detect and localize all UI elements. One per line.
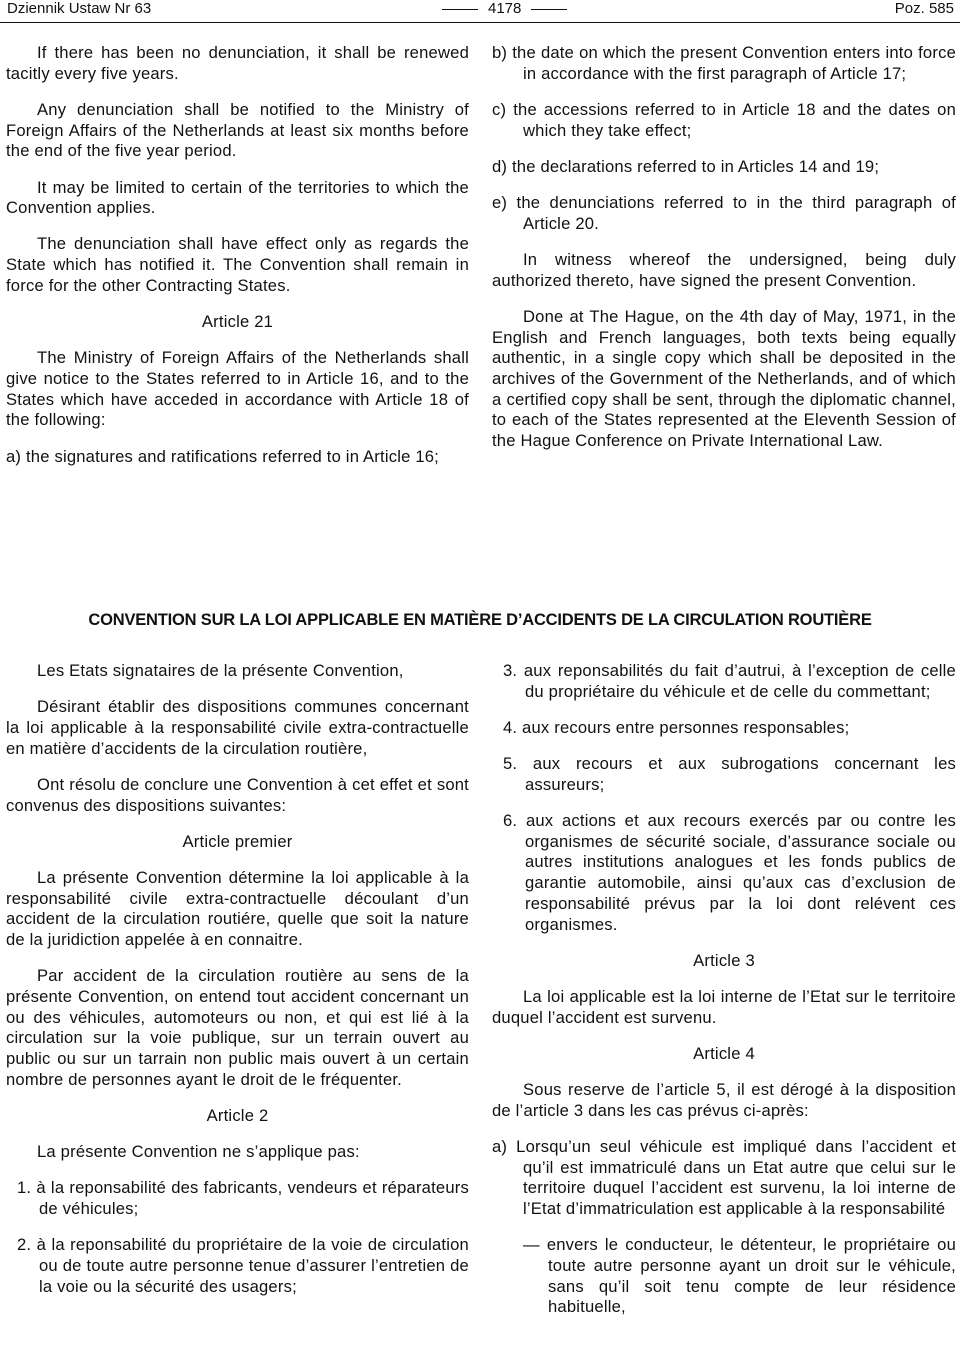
article-heading: Article 2 xyxy=(206,1105,269,1125)
article-heading: Article premier xyxy=(182,831,293,851)
english-left-column xyxy=(6,43,469,483)
paragraph: La présente Convention ne s’applique pas: xyxy=(37,1142,360,1162)
list-item: a) the signatures and ratifications referred to in Article 16; xyxy=(6,446,439,466)
paragraph: The Ministry of Foreign Affairs of the Netherlands shall give notice to the States referred to in Article 16, and to the States which have acceded in accordance with Article 18 of the following: xyxy=(6,348,469,430)
dash-item: — envers le conducteur, le détenteur, le propriétaire ou toute autre personne ayant un droit sur le véhicule, sans qu’il soit tenu compte de leur résidence habituelle, xyxy=(523,1235,956,1317)
list-item: 2. à la reponsabilité du propriétaire de la voie de circulation ou de toute autre personne tenue d’assurer l’entretien de la voie ou la sécurité des usagers; xyxy=(17,1235,469,1296)
list-item: 3. aux reponsabilités du fait d’autrui, à l’exception de celle du propriétaire du véhicule et de celle du commettant; xyxy=(503,661,956,701)
list-item: a) Lorsqu’un seul véhicule est impliqué dans l’accident et qu’il est immatriculé dans un Etat autre que celui sur le territoire duquel l’accident est survenu, la loi interne de l’Etat d’immatriculation est applicable à la responsabilité xyxy=(492,1136,956,1219)
french-right-column xyxy=(492,661,956,1334)
paragraph: If there has been no denunciation, it shall be renewed tacitly every five years. xyxy=(6,43,469,83)
list-item: b) the date on which the present Convention enters into force in accordance with the first paragraph of Article 17; xyxy=(492,43,956,83)
paragraph: Ont résolu de conclure une Convention à cet effet et sont convenus des dispositions suivantes: xyxy=(6,774,469,815)
english-right-column xyxy=(492,43,956,467)
paragraph: La loi applicable est la loi interne de l’Etat sur le territoire duquel l’accident est survenu. xyxy=(492,986,956,1027)
paragraph: Any denunciation shall be notified to the Ministry of Foreign Affairs of the Netherlands at least six months before the end of the five year period. xyxy=(6,99,469,161)
paragraph: Par accident de la circulation routière au sens de la présente Convention, on entend tout accident concernant un ou des véhicules, automoteurs ou non, et qui est lié à la circulation sur la voie publique, sur un terrain ouvert au public ou sur un tarrain non public mais ouvert à un certain nombre de personnes ayant le droit de le fréquenter. xyxy=(6,966,469,1089)
article-heading: Article 3 xyxy=(693,950,755,970)
page-header xyxy=(0,0,960,22)
list-item: 4. aux recours entre personnes responsables; xyxy=(503,717,850,737)
paragraph: The denunciation shall have effect only as regards the State which has notified it. The Convention shall remain in force for the other Contracting States. xyxy=(6,234,469,295)
page-number: 4178 xyxy=(432,0,577,18)
list-item: 6. aux actions et aux recours exercés par ou contre les organismes de sécurité sociale, d’assurance sociale ou autres institutions analogues et les fonds publics de garantie automobile, ainsi qu’aux cas d’exclusion de responsabilité prévus par la loi dont relévent ces organismes. xyxy=(503,811,956,934)
list-item: d) the declarations referred to in Articles 14 and 19; xyxy=(492,156,880,176)
list-item: c) the accessions referred to in Article 18 and the dates on which they take effect; xyxy=(492,99,956,140)
paragraph: Désirant établir des dispositions communes concernant la loi applicable à la responsabilité civile extra-contractuelle en matière d’accidents de la circulation routière, xyxy=(6,697,469,758)
article-heading: Article 4 xyxy=(693,1043,755,1063)
journal-name: Dziennik Ustaw Nr 63 xyxy=(7,0,152,17)
list-item: 1. à la reponsabilité des fabricants, vendeurs et réparateurs de véhicules; xyxy=(17,1178,469,1219)
paragraph: La présente Convention détermine la loi applicable à la responsabilité civile extra-contractuelle découlant d’un accident de la circulation routiére, quelle que soit la nature de la juridiction appelée à en connaitre. xyxy=(6,867,469,950)
paragraph: Sous reserve de l’article 5, il est dérogé à la disposition de l’article 3 dans les cas prévus ci-après: xyxy=(492,1080,956,1120)
position-number: Poz. 585 xyxy=(894,0,954,17)
paragraph: It may be limited to certain of the territories to which the Convention applies. xyxy=(6,177,469,218)
article-heading: Article 21 xyxy=(201,312,274,332)
paragraph: Les Etats signataires de la présente Convention, xyxy=(37,661,404,680)
list-item: 5. aux recours et aux subrogations concernant les assureurs; xyxy=(503,754,956,794)
paragraph: In witness whereof the undersigned, being duly authorized thereto, have signed the present Convention. xyxy=(492,249,956,290)
list-item: e) the denunciations referred to in the third paragraph of Article 20. xyxy=(492,193,956,233)
paragraph: Done at The Hague, on the 4th day of May, 1971, in the English and French languages, both texts being equally authentic, in a single copy which shall be deposited in the archives of the Government of the Netherlands, and of which a certified copy shall be sent, through the diplomatic channel, to each of the States represented at the Eleventh Session of the Hague Conference on Private International Law. xyxy=(492,306,956,451)
convention-title: CONVENTION SUR LA LOI APPLICABLE EN MATIÈRE D’ACCIDENTS DE LA CIRCULATION ROUTIÈRE xyxy=(88,611,872,629)
french-left-column xyxy=(6,661,469,1313)
header-divider xyxy=(0,22,960,23)
